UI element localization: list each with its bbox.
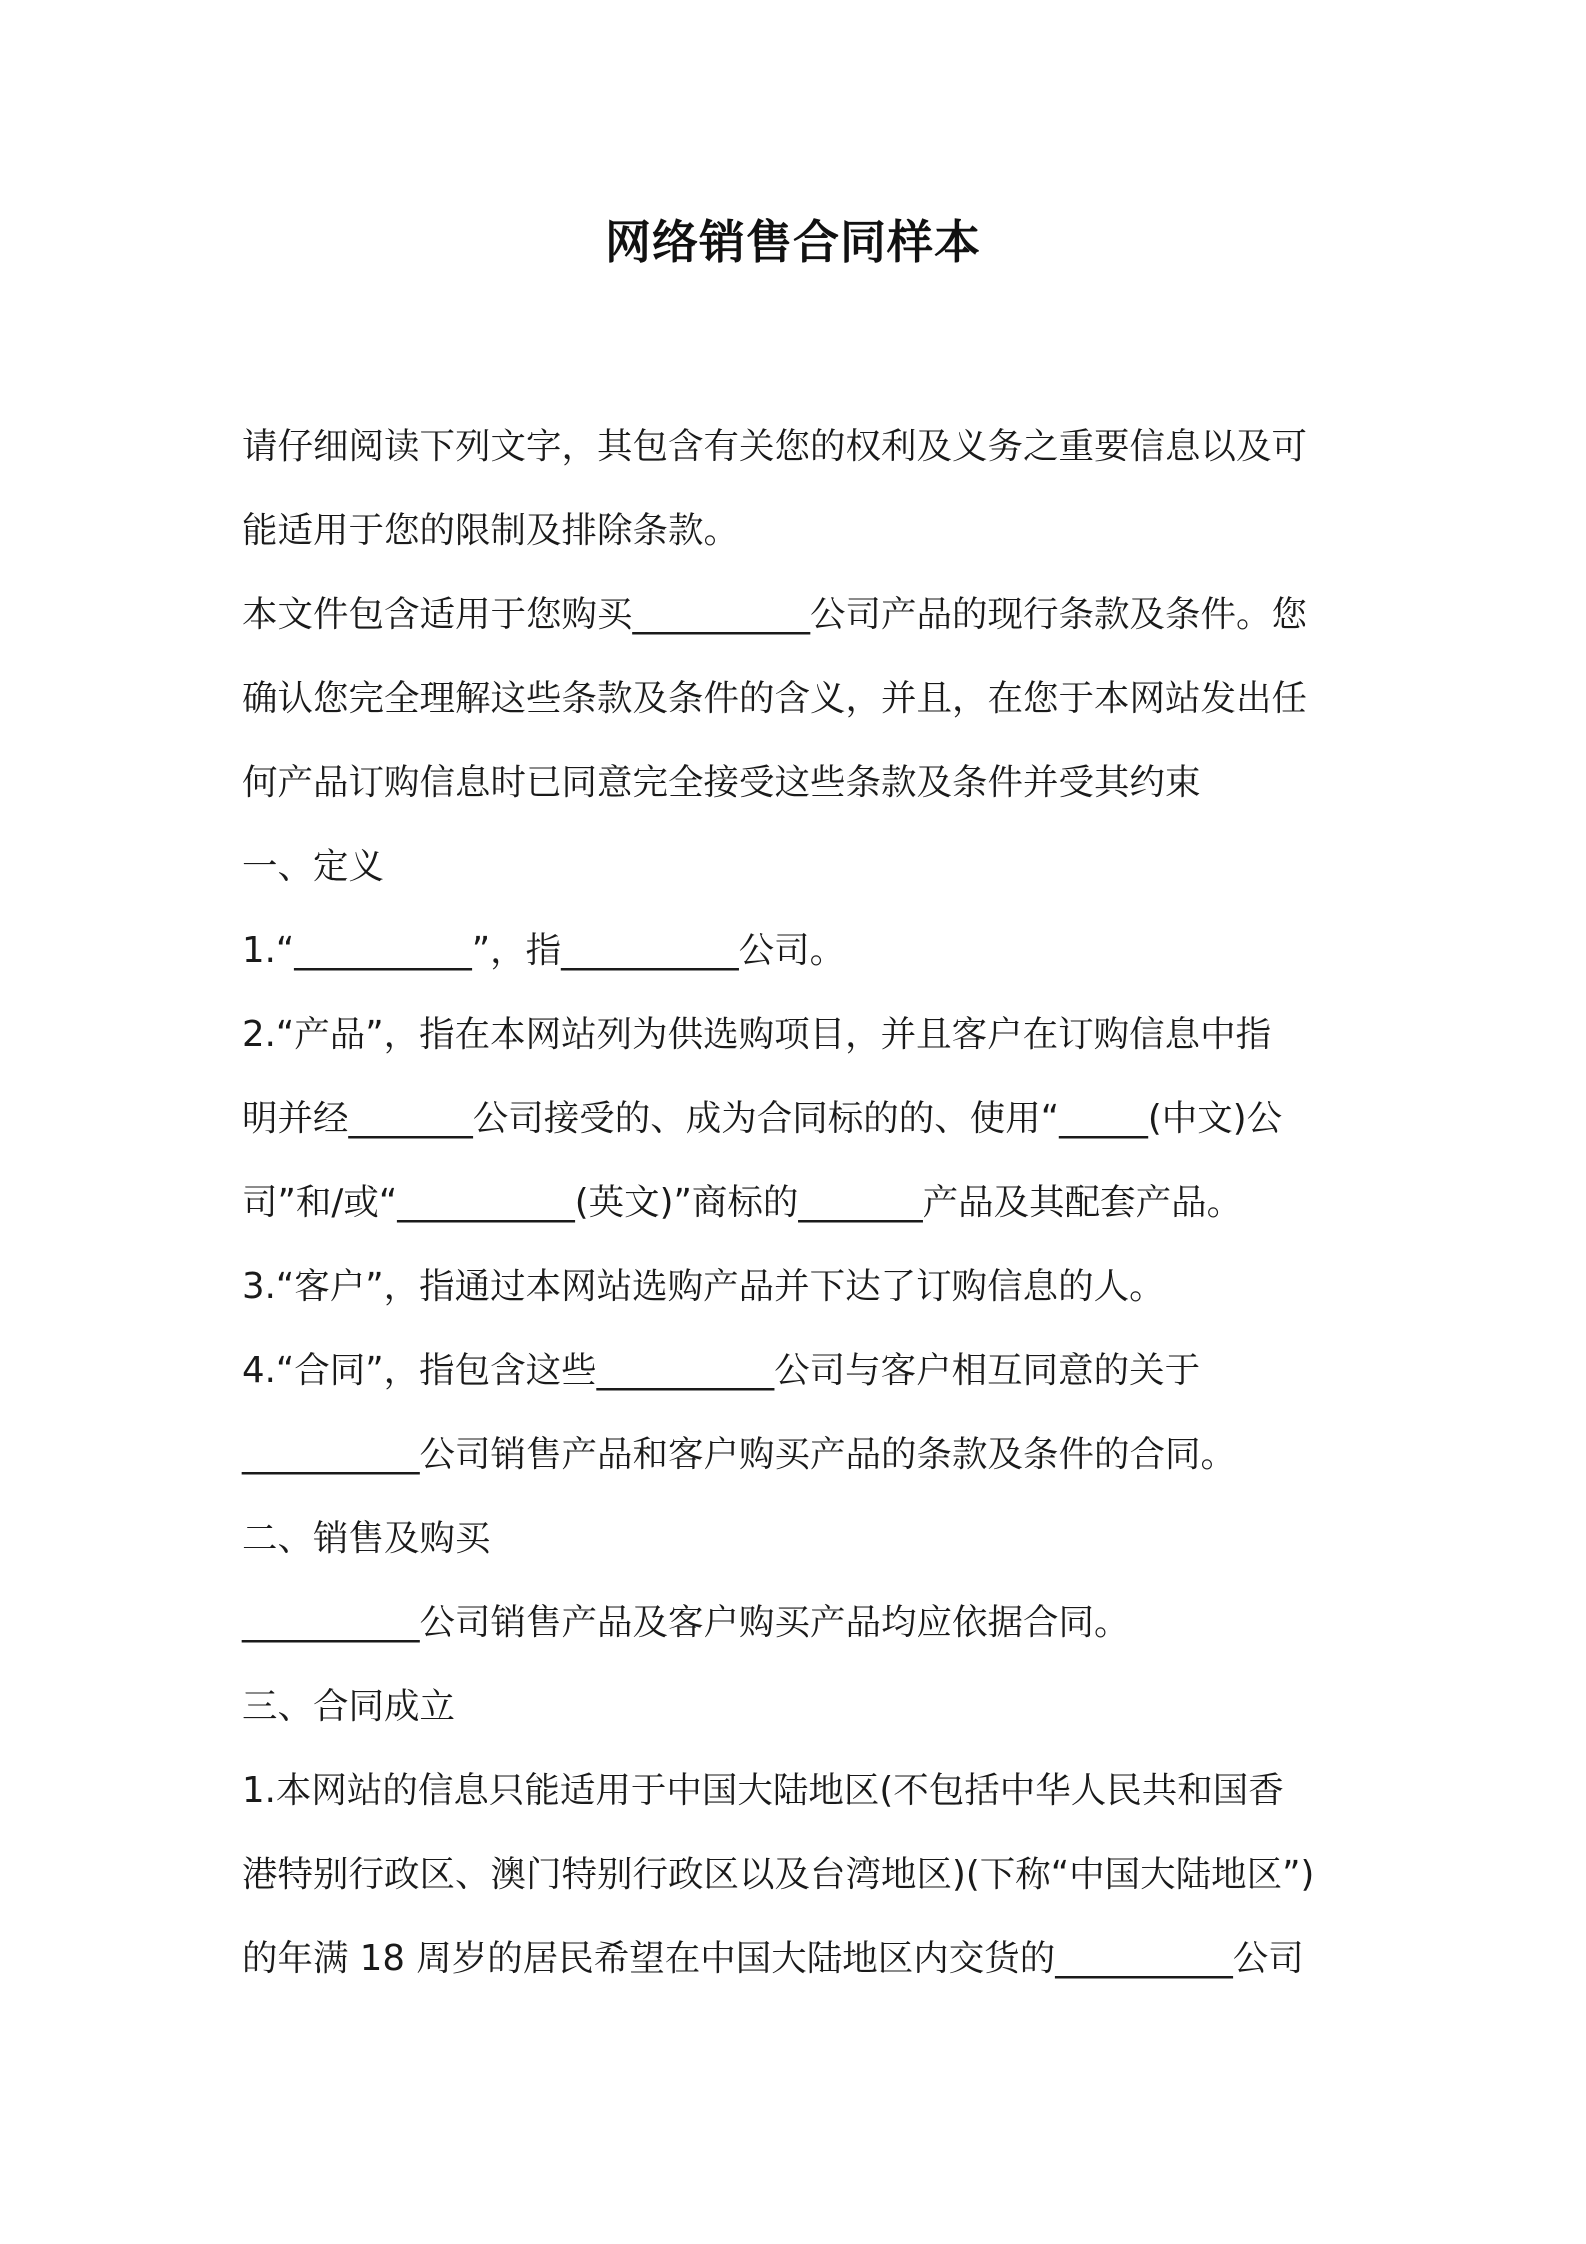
- paragraph-line: 能适用于您的限制及排除条款。: [242, 510, 740, 551]
- paragraph-line: 何产品订购信息时已同意完全接受这些条款及条件并受其约束: [242, 762, 1201, 803]
- clause-line: 港特别行政区、澳门特别行政区以及台湾地区)(下称“中国大陆地区”): [242, 1854, 1315, 1895]
- paragraph-line: 确认您完全理解这些条款及条件的含义，并且，在您于本网站发出任: [242, 678, 1308, 719]
- section-heading: 二、销售及购买: [242, 1518, 491, 1559]
- clause-line: __________公司销售产品及客户购买产品均应依据合同。: [242, 1602, 1130, 1643]
- clause-line: 4.“合同”，指包含这些__________公司与客户相互同意的关于: [242, 1350, 1201, 1391]
- document-body: [242, 405, 1362, 2001]
- clause-line: 明并经_______公司接受的、成为合同标的的、使用“_____(中文)公: [242, 1098, 1283, 1139]
- paragraph-line: 请仔细阅读下列文字，其包含有关您的权利及义务之重要信息以及可: [242, 426, 1308, 467]
- clause-line: 1.“__________”，指__________公司。: [242, 930, 846, 971]
- clause-line: 的年满 18 周岁的居民希望在中国大陆地区内交货的__________公司: [242, 1938, 1304, 1979]
- paragraph-line: 本文件包含适用于您购买__________公司产品的现行条款及条件。您: [242, 594, 1308, 635]
- document-title: 网络销售合同样本: [605, 215, 981, 269]
- clause-line: 2.“产品”，指在本网站列为供选购项目，并且客户在订购信息中指: [242, 1014, 1272, 1055]
- clause-line: __________公司销售产品和客户购买产品的条款及条件的合同。: [242, 1434, 1237, 1475]
- section-heading: 三、合同成立: [242, 1686, 456, 1727]
- section-heading: 一、定义: [242, 846, 385, 887]
- clause-line: 司”和/或“__________(英文)”商标的_______产品及其配套产品。: [242, 1182, 1243, 1223]
- clause-line: 1.本网站的信息只能适用于中国大陆地区(不包括中华人民共和国香: [242, 1770, 1284, 1811]
- clause-line: 3.“客户”，指通过本网站选购产品并下达了订购信息的人。: [242, 1266, 1165, 1307]
